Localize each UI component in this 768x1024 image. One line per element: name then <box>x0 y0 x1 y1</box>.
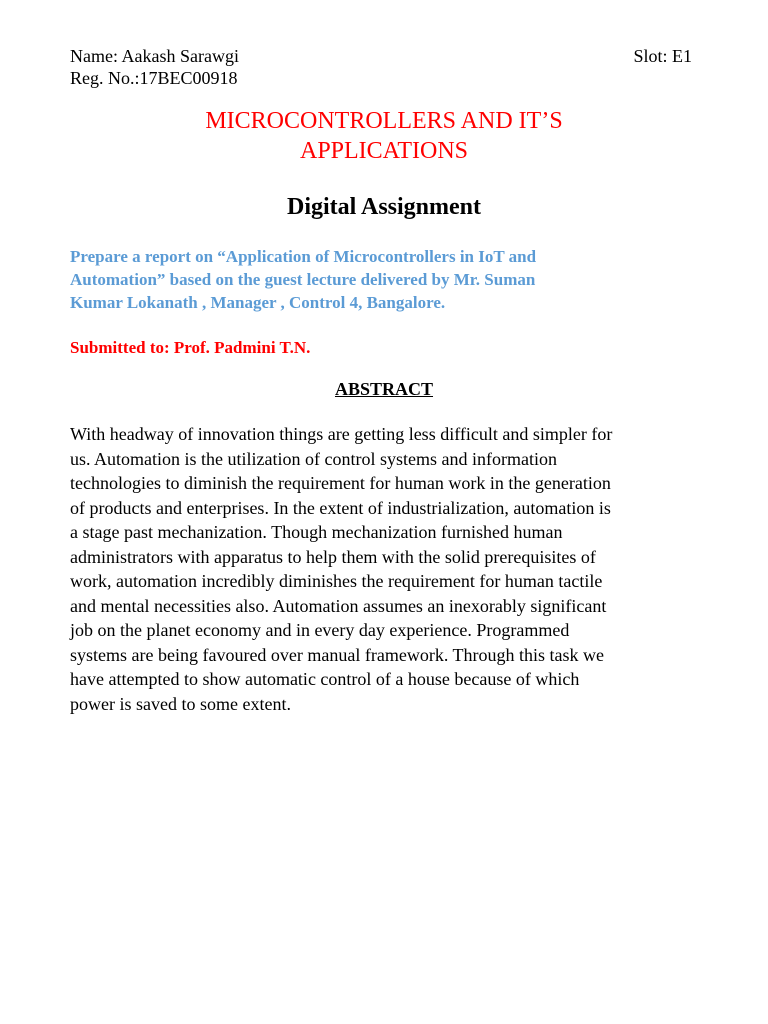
abstract-line: administrators with apparatus to help them with the solid prerequisites of <box>70 546 596 567</box>
abstract-line: power is saved to some extent. <box>70 693 291 714</box>
abstract-heading: ABSTRACT <box>334 379 434 399</box>
abstract-line: work, automation incredibly diminishes the requirement for human tactile <box>70 571 603 591</box>
abstract-line: a stage past mechanization. Though mechanization furnished human <box>70 522 563 542</box>
abstract-line: have attempted to show automatic control of a house because of which <box>70 669 580 689</box>
abstract-line: of products and enterprises. In the extent of industrialization, automation is <box>70 497 611 518</box>
abstract-line: job on the planet economy and in every day experience. Programmed <box>70 620 570 640</box>
title-line-2: APPLICATIONS <box>299 138 469 164</box>
abstract-line: technologies to diminish the requirement for human work in the generation <box>70 473 611 493</box>
abstract-line: systems are being favoured over manual framework. Through this task we <box>70 644 605 665</box>
abstract-line: us. Automation is the utilization of control systems and information <box>70 448 557 469</box>
abstract-body <box>70 422 695 716</box>
prompt-line-1: Prepare a report on “Application of Microcontrollers in IoT and <box>70 247 537 266</box>
document-subtitle: Digital Assignment <box>286 194 481 220</box>
assignment-prompt <box>70 245 710 314</box>
student-name: Name: Aakash Sarawgi <box>70 46 239 66</box>
title-line-1: MICROCONTROLLERS AND IT’S <box>205 108 563 134</box>
prompt-line-2: Automation” based on the guest lecture delivered by Mr. Suman <box>70 270 536 289</box>
slot-label: Slot: E1 <box>633 46 692 66</box>
submitted-to: Submitted to: Prof. Padmini T.N. <box>70 338 311 357</box>
abstract-line: With headway of innovation things are getting less difficult and simpler for <box>70 424 613 444</box>
abstract-line: and mental necessities also. Automation assumes an inexorably significant <box>70 595 607 616</box>
prompt-line-3: Kumar Lokanath , Manager , Control 4, Bangalore. <box>70 293 446 312</box>
document-title <box>0 106 768 166</box>
registration-number: Reg. No.:17BEC00918 <box>70 68 238 88</box>
